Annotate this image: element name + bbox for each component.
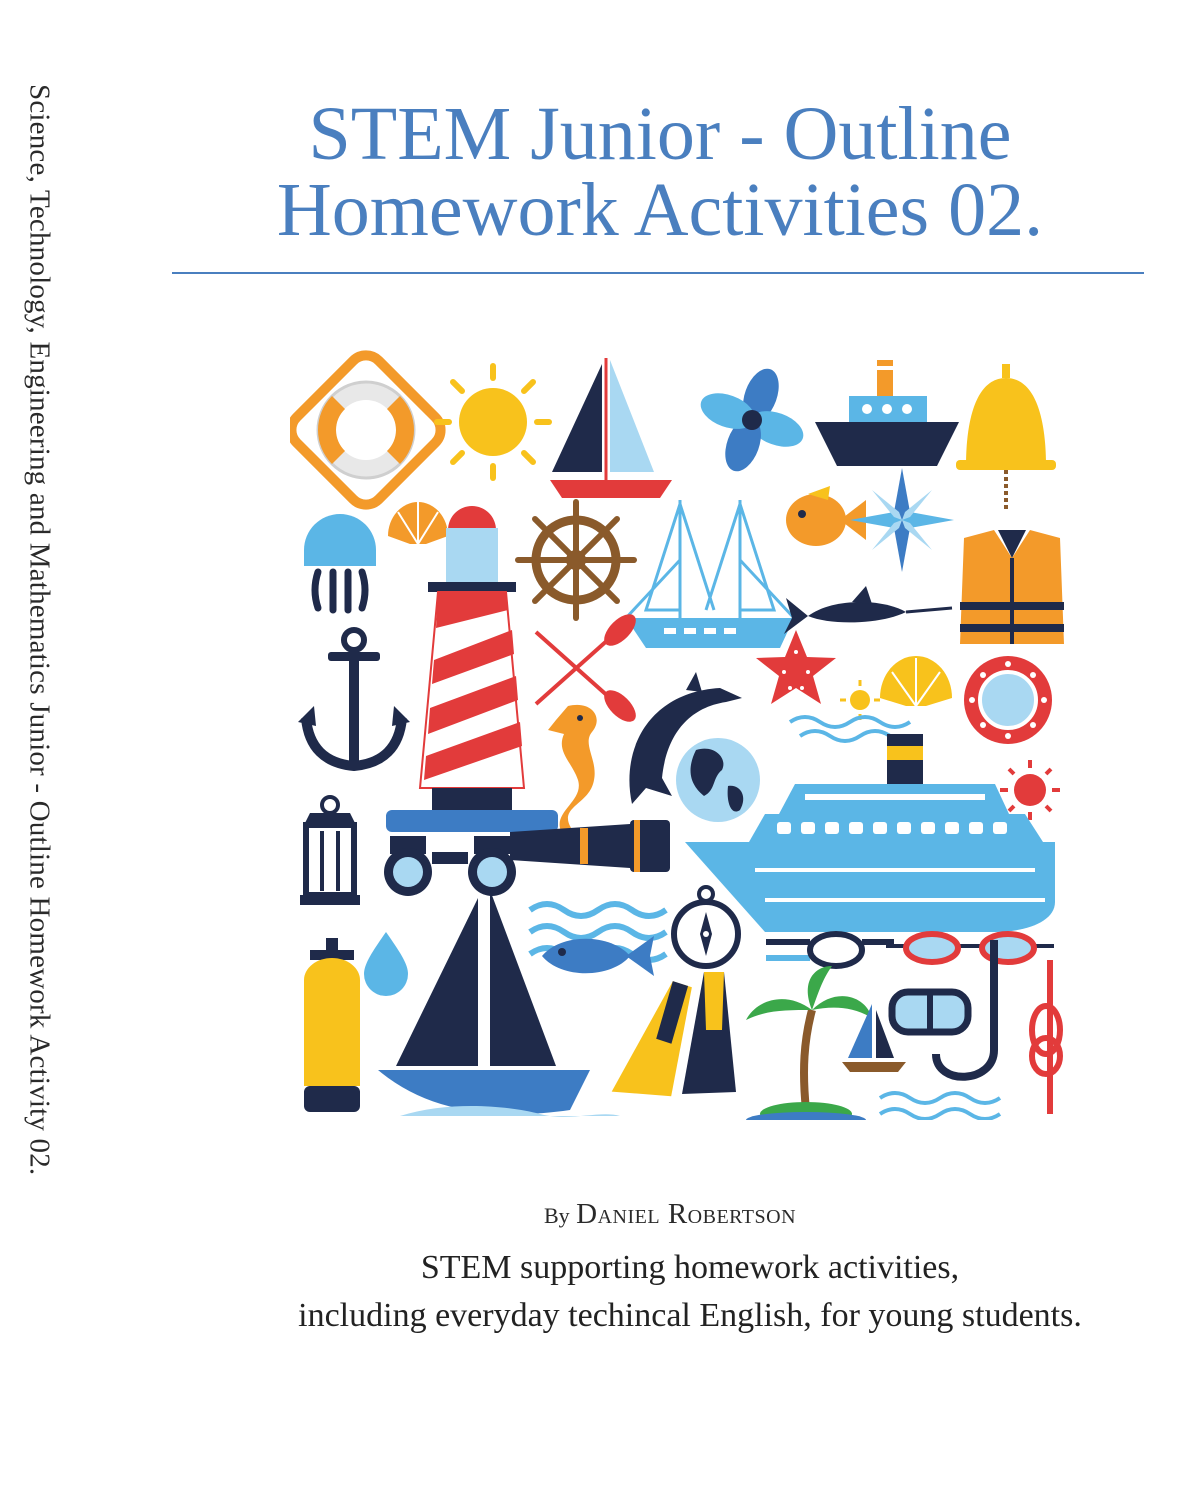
flippers-icon (612, 972, 736, 1110)
subtitle-line-1: STEM supporting homework activities, (420, 1249, 960, 1286)
nautical-illustration (290, 350, 1070, 1120)
goggles-icon (886, 934, 1054, 962)
bottom-waves-icon (880, 1093, 1000, 1119)
subtitle-line-2: including everyday techincal English, for young students. (298, 1297, 1082, 1334)
lantern-icon (300, 797, 360, 905)
compass-icon (674, 887, 738, 966)
fish-icon (786, 486, 866, 546)
book-title-line-2: Homework Activities 02. (276, 168, 1044, 252)
ship-icon (815, 360, 959, 466)
scallop-shell-icon (880, 656, 952, 706)
sun-icon (437, 366, 549, 478)
small-sun-icon (840, 680, 880, 720)
by-label: By (543, 1203, 570, 1228)
red-sun-icon (1000, 760, 1060, 820)
book-subtitle (200, 1244, 1180, 1340)
book-title-line-1: STEM Junior - Outline (308, 92, 1012, 176)
compass-rose-icon (850, 468, 954, 572)
author-byline (500, 1198, 840, 1231)
shell-icon (388, 502, 448, 544)
porthole-icon (964, 656, 1052, 744)
tall-ship-icon (626, 500, 794, 648)
book-title (150, 92, 1170, 252)
big-sailboat-icon (378, 890, 620, 1117)
spine-text-wrapper (14, 40, 64, 1220)
jellyfish-icon (304, 514, 376, 610)
rope-icon (1032, 960, 1060, 1114)
palm-island-icon (746, 966, 872, 1120)
anchor-icon (298, 630, 410, 766)
scuba-tank-icon (304, 938, 360, 1112)
title-underline (172, 272, 1144, 274)
spine-title: Science, Technology, Engineering and Mathematics Junior - Outline Homework Activity 02. (23, 84, 56, 1176)
sailboat-icon (550, 358, 672, 498)
blue-fish-icon (542, 936, 654, 976)
globe-icon (676, 738, 760, 822)
swordfish-icon (784, 586, 952, 634)
author-name: Daniel Robertson (576, 1198, 797, 1230)
lifebuoy-icon (290, 350, 448, 512)
bell-icon (956, 364, 1056, 510)
helm-wheel-icon (518, 502, 634, 618)
propeller-icon (696, 364, 808, 476)
binoculars-icon (384, 836, 516, 896)
life-vest-icon (960, 530, 1064, 644)
knot-icon (766, 934, 894, 966)
water-drop-icon (364, 932, 408, 996)
